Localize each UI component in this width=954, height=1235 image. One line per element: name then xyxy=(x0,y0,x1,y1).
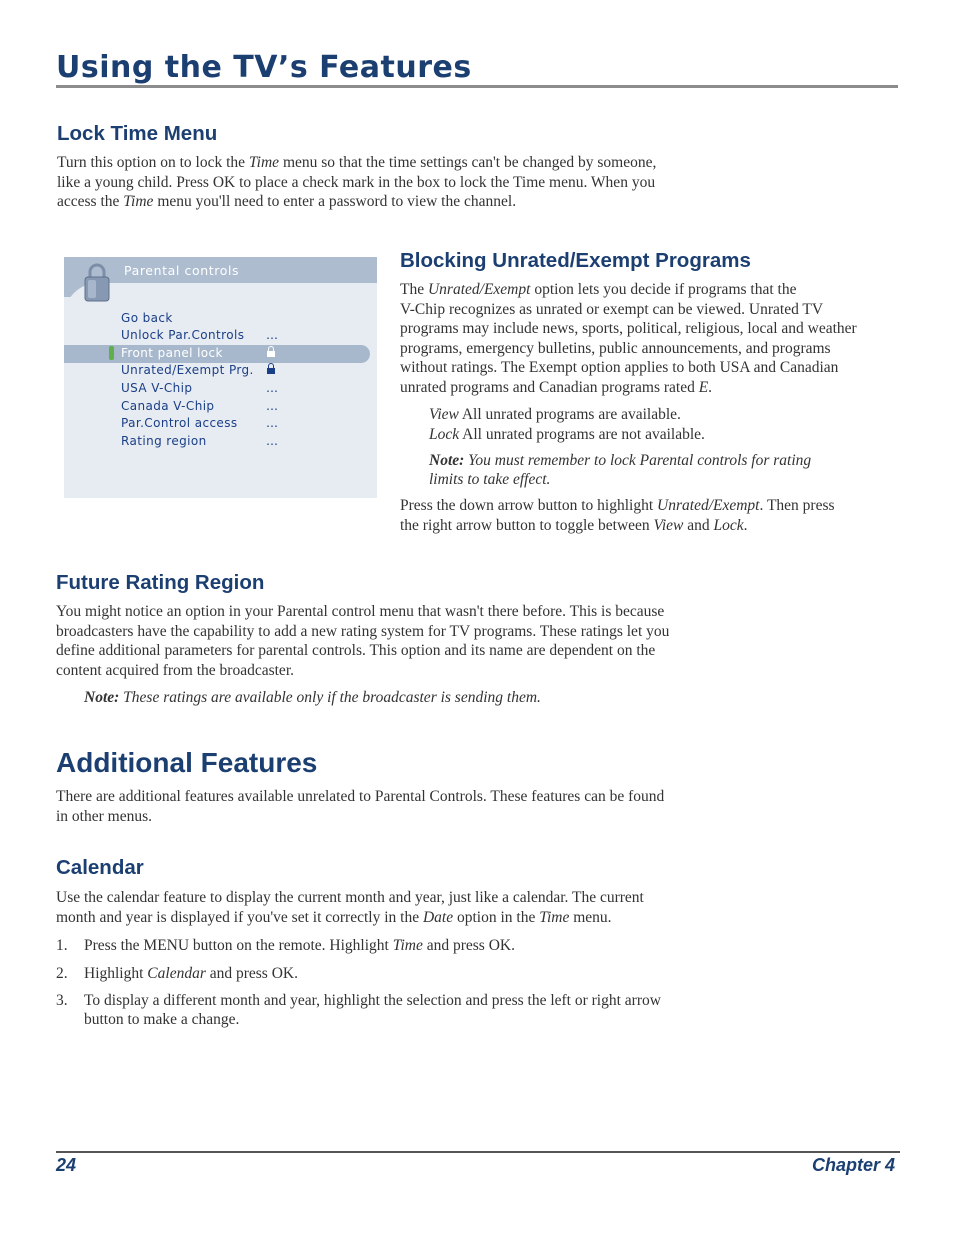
blocking-instructions: Press the down arrow button to highlight Unrated/Exempt. Then press the right arrow button to toggle between View and Lock. xyxy=(400,497,835,534)
calendar-heading: Calendar xyxy=(56,856,144,879)
calendar-step-3: 3. To display a different month and year, highlight the selection and press the left or right arrow button to make a change. xyxy=(56,992,661,1028)
menu-item-unlock-par-controls[interactable]: Unlock Par.Controls xyxy=(121,328,245,342)
future-rating-note: Note: These ratings are available only if the broadcaster is sending them. xyxy=(84,689,541,706)
calendar-step-1: 1. Press the MENU button on the remote. Highlight Time and press OK. xyxy=(56,937,515,954)
chapter-label: Chapter 4 xyxy=(812,1155,896,1175)
menu-item-go-back[interactable]: Go back xyxy=(121,311,173,325)
page-header-title: Using the TV’s Features xyxy=(56,50,472,85)
future-rating-paragraph: You might notice an option in your Parental control menu that wasn't there before. This is because broadcasters have the capability to add a new rating system for TV programs. These ratings let you define additional parameters for parental controls. This option and its name are dependent on the content acquired from the broadcaster. xyxy=(56,603,670,679)
additional-features-heading: Additional Features xyxy=(56,747,318,778)
additional-features-paragraph: There are additional features available unrelated to Parental Controls. These features can be found in other menus. xyxy=(56,788,665,825)
menu-item-usa-vchip-value: … xyxy=(266,381,278,395)
lock-icon xyxy=(267,363,275,369)
menu-item-canada-vchip-value: … xyxy=(266,399,278,413)
page-number: 24 xyxy=(56,1155,77,1175)
future-rating-heading: Future Rating Region xyxy=(56,571,265,594)
menu-item-unrated-exempt[interactable]: Unrated/Exempt Prg. xyxy=(121,363,254,377)
padlock-icon xyxy=(82,262,112,302)
menu-item-canada-vchip[interactable]: Canada V-Chip xyxy=(121,399,215,413)
lock-time-heading: Lock Time Menu xyxy=(57,122,218,145)
menu-item-rating-region-value: … xyxy=(266,434,278,448)
blocking-paragraph: The Unrated/Exempt option lets you decide if programs that the V-Chip recognizes as unrated or exempt can be viewed. Unrated TV programs may include news, sports, political, religious, local and weather programs, emergency bulletins, public announcements, and programs without ratings. The Exempt option applies to both USA and Canadian unrated programs and Canadian programs rated E. xyxy=(400,281,857,396)
parental-controls-menu-screenshot xyxy=(64,257,377,498)
header-rule xyxy=(56,85,898,88)
lock-time-paragraph: Turn this option on to lock the Time menu so that the time settings can't be changed by someone, like a young child. Press OK to place a check mark in the box to lock the Time menu. When you access the Time menu you'll need to enter a password to view the channel. xyxy=(57,154,657,210)
menu-item-usa-vchip[interactable]: USA V-Chip xyxy=(121,381,193,395)
menu-cursor xyxy=(109,346,114,360)
footer-rule xyxy=(56,1151,900,1153)
menu-title: Parental controls xyxy=(124,263,240,278)
lock-icon xyxy=(267,346,275,352)
menu-item-par-control-access-value: … xyxy=(266,416,278,430)
calendar-step-2: 2. Highlight Calendar and press OK. xyxy=(56,965,298,982)
blocking-heading: Blocking Unrated/Exempt Programs xyxy=(400,249,751,272)
menu-item-rating-region[interactable]: Rating region xyxy=(121,434,207,448)
calendar-paragraph: Use the calendar feature to display the current month and year, just like a calendar. The current month and year is displayed if you've set it correctly in the Date option in the Time menu. xyxy=(56,889,644,926)
view-lock-definitions: View All unrated programs are available. Lock All unrated programs are not available. xyxy=(429,406,705,443)
menu-item-par-control-access[interactable]: Par.Control access xyxy=(121,416,238,430)
menu-item-front-panel-lock[interactable]: Front panel lock xyxy=(121,346,223,360)
blocking-note: Note: You must remember to lock Parental controls for rating limits to take effect. xyxy=(429,452,812,488)
menu-item-unlock-value: … xyxy=(266,328,278,342)
